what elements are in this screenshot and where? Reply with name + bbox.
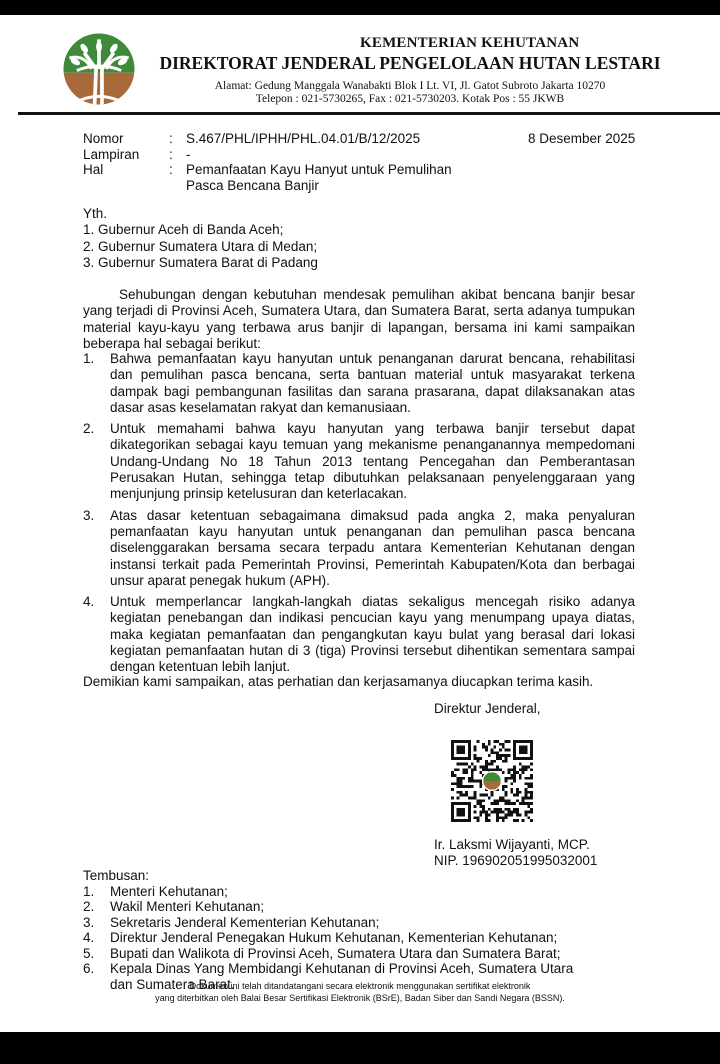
- point-item: [83, 508, 635, 589]
- tembusan-text: Kepala Dinas Yang Membidangi Kehutanan di Provinsi Aceh, Sumatera Utara dan Sumatera Barat.: [110, 961, 574, 992]
- point-number: 1.: [83, 351, 95, 366]
- hal-value-line-2: Pasca Bencana Banjir: [186, 177, 319, 193]
- signatory-name: Ir. Laksmi Wijayanti, MCP.: [434, 837, 590, 852]
- tembusan-item: [83, 899, 635, 915]
- separator: :: [169, 162, 173, 177]
- lampiran-value: -: [186, 146, 191, 162]
- letterhead-divider: [18, 112, 720, 115]
- separator: :: [169, 131, 173, 146]
- recipient-item: 2. Gubernur Sumatera Utara di Medan;: [83, 238, 318, 254]
- signatory: [434, 837, 597, 869]
- hal-label: Hal: [83, 162, 104, 177]
- tembusan-text: Direktur Jenderal Penegakan Hukum Kehutanan, Kementerian Kehutanan;: [110, 930, 558, 945]
- directorate-name: DIREKTORAT JENDERAL PENGELOLAAN HUTAN LESTARI: [159, 53, 661, 73]
- point-item: [83, 594, 635, 675]
- letterhead-address: Alamat: Gedung Manggala Wanabakti Blok I Lt. VI, Jl. Gatot Subroto Jakarta 10270: [214, 80, 606, 92]
- salutation: Yth.: [83, 206, 108, 221]
- signature-title: Direktur Jenderal,: [434, 701, 541, 716]
- recipient-item: 3. Gubernur Sumatera Barat di Padang: [83, 254, 318, 270]
- recipient-item: 1. Gubernur Aceh di Banda Aceh;: [83, 222, 284, 238]
- point-text: Untuk memahami bahwa kayu hanyutan yang terbawa banjir tersebut dapat dikategorikan sebagai kayu temuan yang mekanisme penanganannya mempedomani Undang-Undang No 18 Tahun 2013 tentang Pencegahan dan Pemberantasan Perusakan Hutan, sehingga tetap dibutuhkan pelaksanaan penyelenggaraan yang menjunjung prinsip ketelusuran dan keterlacakan.: [110, 421, 635, 502]
- ministry-name: KEMENTERIAN KEHUTANAN: [360, 35, 580, 51]
- tembusan-item: [83, 884, 635, 900]
- point-number: 2.: [83, 421, 95, 437]
- tembusan-number: 6.: [83, 961, 95, 976]
- signatory-nip: NIP. 196902051995032001: [434, 853, 598, 868]
- letter-date: 8 Desember 2025: [528, 131, 636, 146]
- points-list: [83, 351, 635, 681]
- footnote-line-1: Dokumen ini telah ditandatangani secara elektronik menggunakan sertifikat elektronik: [189, 981, 531, 991]
- tembusan-number: 3.: [83, 914, 95, 930]
- point-text: Atas dasar ketentuan sebagaimana dimaksud pada angka 2, maka penyaluran pemanfaatan kayu hanyutan untuk penanganan dan pemulihan pasca bencana diselenggarakan bersama secara terpadu antara Kementerian Kehutanan dengan instansi terkait pada Pemerintah Provinsi, Pemerintah Kabupaten/Kota dan berbagai unsur aparat penegak hukum (APH).: [110, 507, 635, 588]
- intro-paragraph: Sehubungan dengan kebutuhan mendesak pemulihan akibat bencana banjir besar yang terjadi di Provinsi Aceh, Sumatera Utara, dan Sumatera Barat, serta adanya tumpukan material kayu-kayu yang terbawa arus banjir di lapangan, bersama ini kami sampaikan beberapa hal sebagai berikut:: [83, 287, 635, 351]
- tembusan-list: [83, 868, 635, 992]
- tembusan-number: 5.: [83, 945, 95, 961]
- point-number: 4.: [83, 594, 95, 610]
- point-text: Untuk memperlancar langkah-langkah diatas sekaligus mencegah risiko adanya kegiatan penebangan dan indikasi pencucian kayu yang menumpang upaya diatas, maka kegiatan pemanfaatan dan pengangkutan kayu bulat yang berasal dari lokasi kegiatan pemanfaatan hutan di 3 (tiga) Provinsi tersebut dihentikan sementara sampai dengan ketentuan lebih lanjut.: [110, 594, 635, 675]
- tembusan-number: 1.: [83, 883, 95, 899]
- tembusan-item: [83, 915, 635, 931]
- letterhead-contact: Telepon : 021-5730265, Fax : 021-5730203. Kotak Pos : 55 JKWB: [255, 93, 565, 105]
- point-item: [83, 351, 635, 416]
- point-item: [83, 421, 635, 502]
- tembusan-number: 4.: [83, 930, 95, 945]
- ministry-logo-icon: [62, 32, 136, 106]
- tembusan-item: [83, 930, 635, 946]
- nomor-label: Nomor: [83, 131, 124, 146]
- tembusan-text: Wakil Menteri Kehutanan;: [110, 899, 265, 914]
- tembusan-number: 2.: [83, 899, 95, 914]
- qr-code-icon: [451, 740, 533, 822]
- footnote-line-2: yang diterbitkan oleh Balai Besar Sertifikasi Elektronik (BSrE), Badan Siber dan Sandi Negara (BSSN).: [155, 993, 565, 1003]
- nomor-value: S.467/PHL/IPHH/PHL.04.01/B/12/2025: [186, 131, 421, 146]
- tembusan-text: Sekretaris Jenderal Kementerian Kehutanan;: [110, 914, 380, 930]
- letter-meta: [83, 131, 526, 193]
- hal-value-line-1: Pemanfaatan Kayu Hanyut untuk Pemulihan: [186, 162, 452, 177]
- hal-value: [186, 162, 526, 193]
- tembusan-label: Tembusan:: [83, 868, 150, 883]
- recipients: [83, 206, 635, 271]
- separator: :: [169, 146, 173, 162]
- esign-footnote: [0, 980, 720, 1004]
- closing-sentence: Demikian kami sampaikan, atas perhatian dan kerjasamanya diucapkan terima kasih.: [83, 674, 594, 689]
- point-number: 3.: [83, 507, 95, 523]
- letter-page: [0, 15, 720, 1032]
- tembusan-item: [83, 946, 635, 962]
- point-text: Bahwa pemanfaatan kayu hanyutan untuk penanganan darurat bencana, rehabilitasi dan pemulihan pasca bencana, serta bantuan material untuk masyarakat terkena dampak bagi pembangunan fasilitas dan sarana prasarana, dapat dilaksanakan atas dasar asas keselamatan rakyat dan kemanusiaan.: [110, 351, 635, 415]
- tembusan-text: Bupati dan Walikota di Provinsi Aceh, Sumatera Utara dan Sumatera Barat;: [110, 945, 561, 961]
- tembusan-text: Menteri Kehutanan;: [110, 883, 228, 899]
- lampiran-label: Lampiran: [83, 146, 140, 162]
- letterhead: [140, 35, 680, 105]
